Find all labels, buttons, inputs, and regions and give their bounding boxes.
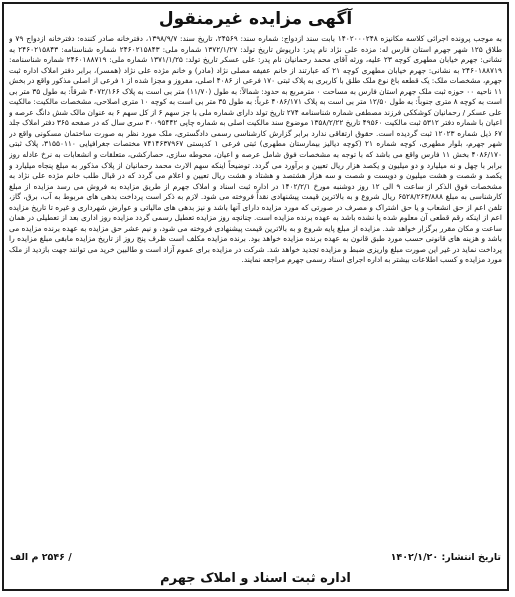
notice-title: آگهی مزایده غیرمنقول [158, 9, 353, 29]
publication-date: تاریخ انتشار: ۱۴۰۲/۱/۲۰ [390, 552, 501, 563]
notice-body-text: به موجب پرونده اجرائی کلاسه مکانیزه ۱۴۰۲۰۰۰۲۴۸ بابت سند ازدواج: شماره سند: ۲۴۵۶۹، تاریخ سند: ۱۳۹۸/۹/۷، دفترخانه صادر کننده: دفترخانه ازدواج ۷۹ و طلاق ۱۲۵ شهر جهرم استان فارس له: مزده علی نژاد نام پدر: داریوش تاریخ تولد: ۱۳۷۲/۱/۲۷ شماره ملی: ۲۴۶۰۲۱۵۸۴۳ شماره شناسنامه: ۲۴۶۰۲۱۵۸۴۳ به نشانی: جهرم خیابان مطهری کوچه ۲۳ علیه، ورثه آقای محمد رحمانیان نام پدر: علی عسکر تاریخ تولد: ۱۳۷۱/۱/۲۵ شماره ملی: ۲۴۶۰۱۸۸۷۱۹ شماره شناسنامه: ۲۴۶۰۱۸۸۷۱۹ به نشانی: جهرم خیابان مطهری کوچه ۲۱ که عبارتند از خانم عفیفه مصلی نژاد (مادر) و خانم مژده علی نژاد (همسر)، برابر دفتر املاک اداره ثبت جهرم، مشخصات ملک: یک قطعه باغ نوع ملک طلق با کاربری به پلاک ثبتی ۱۷۰ فرعی از ۴۰۸۶ اصلی، مفروز و مجزا شده از ۱ فرعی از اصلی مذکور واقع در بخش ۱۱ ناحیه ۰۰ حوزه ثبت ملک جهرم استان فارس به مساحت ۰ مترمربع به حدود: شمالاً: به طول (۱۱/۷۰) متر بی است به پلاک ۴۰۷۲/۱۶۶ شرقاً: به طول ۳۵ متر بی است به کوچه ۸ متری جنوباً: به طول ۱۲/۵۰ متر بی است به پلاک ۴۰۸۶/۱۷۱ غرباً: به طول ۳۵ متر بی است به کوچه ۱۰ متری اصلاحی، مشخصات مالکیت: مالکیت علی عسکر / رحمانیان کوشککی فرزند مصطفی شماره شناسنامه ۲۷۴ تاریخ تولد دارای شماره ملی با جز سهم ۶ از کل سهم ۶ به عنوان مالک شش دانگ عرصه و اعیان با شماره دفتر ۵۳۱۲ ثبت مالکیت ۴۹۵۶۰ تاریخ ۱۳۵۸/۲/۲۲ موضوع سند مالکیت اصلی به شماره چاپی ۳۰۰۹۵۴۴۲ سری سال که در صفحه ۳۶۵ دفتر املاک جلد ۶۷ ذیل شماره ۱۲۰۲۳ ثبت گردیده است. حقوق ارتفاقی ندارد برابر گزارش کارشناسی رسمی دادگستری، ملک مورد نظر به صورت ساختمان مسکونی واقع در شهر جهرم، بلوار مطهری، کوچه شماره ۲۱ (کوچه دیالیز بیمارستان مطهری) ثبتی فرعی ۱ کدپستی ۷۴۱۴۶۳۷۹۶۷ مختصات جغرافیایی ۳۱۵۵۰۱۱۰، پلاک ثبتی ۴۰۸۶/۱۷۰ بخش ۱۱ فارس واقع می باشد که با توجه به مشخصات فوق شامل عرصه و اعیان، محوطه سازی، حصارکشی، متعلقات و انشعابات به نرخ عادله روز برابر با چهل و نه میلیارد و دو میلیون و یکصد هزار ریال تعیین و برآورد می گردد. توضیحاً اینکه سهم الارث محمد رحمانیان از پلاک مذکور به مبلغ پنجاه میلیارد و یکصد و شصت و هشت میلیون و دویست و شصت و سه هزار هشتصد و هشتاد و هشت ریال تعیین و اعلام می گردد که در قبال طلب خانم مژده علی نژاد به مشخصات فوق الذکر از ساعت ۹ الی ۱۲ روز دوشنبه مورخ ۱۴۰۲/۲/۱ در اداره ثبت اسناد و املاک جهرم از طریق مزایده به فروش می رسد مزایده از مبلغ کارشناسی به مبلغ ۶۵۲۸/۲۶۳/۸۸۸ ریال شروع و به بالاترین قیمت پیشنهادی نقداً فروخته می شود. لازم به ذکر است پرداخت بدهی های مربوط به آب، برق، گاز، تلفن اعم از حق انشعاب و یا حق اشتراک و مصرف در صورتی که مورد مزایده دارای آنها باشد و نیز بدهی های مالیاتی و عوارض شهرداری و غیره تا تاریخ مزایده اعم از اینکه رقم قطعی آن معلوم شده یا نشده باشد به عهده برنده مزایده است. چنانچه روز مزایده تعطیل رسمی گردد مزایده روز اداری بعد از تعطیلی در همان ساعت و مکان مقرر برگزار خواهد شد. مزایده از مبلغ پایه شروع و به بالاترین قیمت پیشنهادی فروخته می شود، و نیم عشر حق مزایده به عهده برنده مزایده می باشد و هزینه های قانونی حسب مورد طبق قانون به عهده برنده مزایده خواهد بود. برنده مزایده مکلف است ظرف پنج روز از تاریخ مزایده مابقی مبلغ مزایده را پرداخت نماید در غیر این صورت مبلغ واریزی ضبط و مزایده تجدید خواهد شد. شرکت در مزایده برای عموم آزاد است و طالبین خرید می توانند جهت بازدید از ملک مورد مزایده و کسب اطلاعات بیشتر به اداره اجرای اسناد رسمی جهرم مراجعه نمایند. [9, 34, 502, 265]
notice-code: / ۲۵۴۶ م الف [10, 552, 72, 563]
notice-footer [10, 550, 501, 566]
auction-notice [2, 2, 509, 591]
issuing-office: اداره ثبت اسناد و املاک جهرم [160, 571, 351, 586]
